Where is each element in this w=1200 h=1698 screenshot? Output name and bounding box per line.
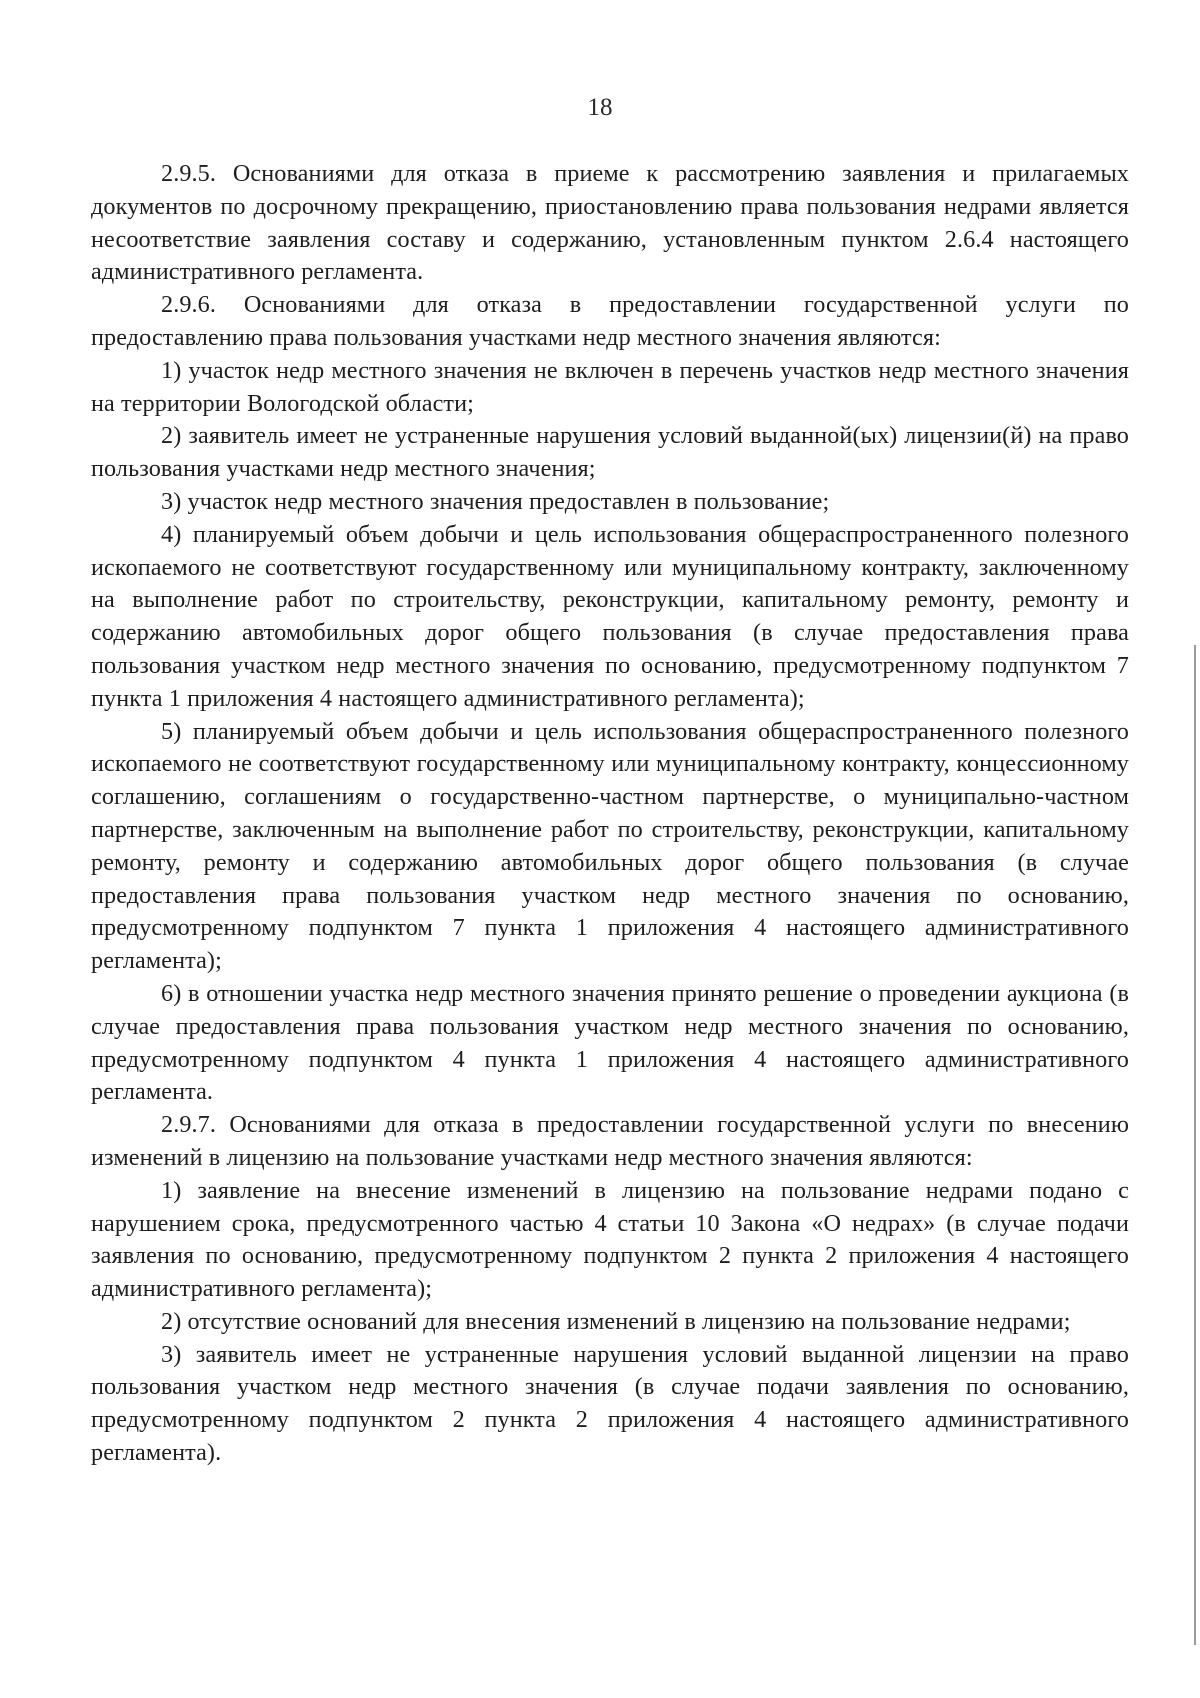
list-item-2-9-7-3: 3) заявитель имеет не устраненные нарушения условий выданной лицензии на право пользования участком недр местного значения (в случае подачи заявления по основанию, предусмотренному подпунктом 2 пункта 2 приложения 4 настоящего административного регламента). — [91, 1340, 1129, 1467]
list-item-2-9-6-6: 6) в отношении участка недр местного значения принято решение о проведении аукциона (в случае предоставления права пользования участком недр местного значения по основанию, предусмотренному подпунктом 4 пункта 1 приложения 4 настоящего административного регламента. — [91, 979, 1129, 1106]
document-body — [91, 158, 1129, 1470]
list-item-2-9-7-1: 1) заявление на внесение изменений в лицензию на пользование недрами подано с нарушением срока, предусмотренного частью 4 статьи 10 Закона «О недрах» (в случае подачи заявления по основанию, предусмотренному подпунктом 2 пункта 2 приложения 4 настоящего административного регламента); — [91, 1176, 1129, 1303]
list-item-2-9-7-2: 2) отсутствие оснований для внесения изменений в лицензию на пользование недрами; — [161, 1307, 1071, 1335]
page-number: 18 — [587, 94, 613, 121]
paragraph-2-9-7: 2.9.7. Основаниями для отказа в предоставлении государственной услуги по внесению изменений в лицензию на пользование участками недр местного значения являются: — [91, 1111, 1129, 1171]
list-item-2-9-6-4: 4) планируемый объем добычи и цель использования общераспространенного полезного ископаемого не соответствуют государственному или муниципальному контракту, заключенному на выполнение работ по строительству, реконструкции, капитальному ремонту, ремонту и содержанию автомобильных дорог общего пользования (в случае предоставления права пользования участком недр местного значения по основанию, предусмотренному подпунктом 7 пункта 1 приложения 4 настоящего административного регламента); — [91, 520, 1129, 712]
list-item-2-9-6-5: 5) планируемый объем добычи и цель использования общераспространенного полезного ископаемого не соответствуют государственному или муниципальному контракту, концессионному соглашению, соглашениям о государственно-частном партнерстве, о муниципально-частном партнерстве, заключенным на выполнение работ по строительству, реконструкции, капитальному ремонту, ремонту и содержанию автомобильных дорог общего пользования (в случае предоставления права пользования участком недр местного значения по основанию, предусмотренному подпунктом 7 пункта 1 приложения 4 настоящего административного регламента); — [91, 717, 1129, 975]
list-item-2-9-6-3: 3) участок недр местного значения предоставлен в пользование; — [161, 487, 830, 515]
list-item-2-9-6-1: 1) участок недр местного значения не включен в перечень участков недр местного значения на территории Вологодской области; — [91, 356, 1129, 417]
paragraph-2-9-6: 2.9.6. Основаниями для отказа в предоставлении государственной услуги по предоставлению права пользования участками недр местного значения являются: — [91, 291, 1129, 351]
scan-edge-line — [1194, 645, 1196, 1645]
list-item-2-9-6-2: 2) заявитель имеет не устраненные нарушения условий выданной(ых) лицензии(й) на право пользования участками недр местного значения; — [91, 422, 1129, 483]
paragraph-2-9-5: 2.9.5. Основаниями для отказа в приеме к рассмотрению заявления и прилагаемых документов по досрочному прекращению, приостановлению права пользования недрами является несоответствие заявления составу и содержанию, установленным пунктом 2.6.4 настоящего административного регламента. — [91, 160, 1129, 286]
